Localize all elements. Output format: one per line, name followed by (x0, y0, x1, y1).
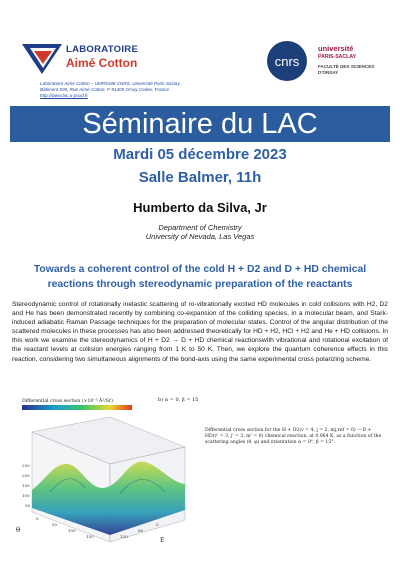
svg-text:0: 0 (36, 516, 39, 521)
lab-address (40, 81, 260, 99)
speaker-name: Humberto da Silva, Jr (133, 200, 267, 215)
cnrs-logo-icon (266, 40, 308, 82)
dcs-surface-plot (10, 392, 200, 552)
address-line-1: Laboratoire Aimé Cotton – UMR9188 CNRS, Université Paris-Saclay (40, 81, 180, 86)
colorbar (22, 405, 132, 410)
seminar-date: Mardi 05 décembre 2023 (113, 146, 287, 163)
svg-text:200: 200 (22, 473, 30, 478)
faculty-name: FACULTÉ DES SCIENCES D'ORSAY (318, 64, 375, 75)
svg-text:250: 250 (22, 463, 30, 468)
svg-text:150: 150 (86, 534, 94, 539)
svg-text:0: 0 (156, 522, 159, 527)
figure-caption: Differential cross section for the H + D2(v = 4, j = 2, mj,ref = 0) → D + HD(v' = 3, j' = 3, m' = 0) chemical reaction, at 0.064 K, as a function of the scattering angles (θ, φ) and orientation α = 0°, β = 15°. (205, 428, 382, 445)
talk-title: Towards a coherent control of the cold H + D2 and D + HD chemical reactions through stereodynamic preparation of the reactants (33, 264, 367, 290)
svg-text:100: 100 (68, 528, 76, 533)
x-axis-label: E (160, 537, 165, 544)
svg-text:150: 150 (22, 483, 30, 488)
svg-text:60: 60 (138, 528, 144, 533)
colorbar-label: Differential cross section (×10⁻³ Å²/Sr) (22, 399, 113, 404)
speaker-department: Department of Chemistry (158, 223, 242, 232)
univ-name-line1: université (318, 44, 354, 53)
panel-label: b) α = 0, β = 15 (158, 397, 199, 403)
svg-text:50: 50 (52, 522, 58, 527)
address-url[interactable]: http://www.lac.u-psud.fr (40, 93, 88, 98)
speaker-university: University of Nevada, Las Vegas (145, 232, 255, 241)
y-axis-label: θ (16, 526, 21, 534)
seminar-title: Séminaire du LAC (82, 108, 318, 140)
svg-text:120: 120 (120, 534, 128, 539)
univ-name-line2: PARIS-SACLAY (318, 54, 357, 60)
lab-name-line2: Aimé Cotton (66, 56, 138, 70)
svg-text:100: 100 (22, 493, 30, 498)
cnrs-text: cnrs (274, 54, 300, 69)
seminar-venue: Salle Balmer, 11h (138, 169, 262, 186)
abstract-text: Stereodynamic control of rotationally inelastic scattering of ro-vibrationally excited HD molecules in cold collisions with H2, D2 and He has been demonstrated recently by combining co-expansion of the colliding species, in a molecular beam, and Stark-induced adiabatic Raman Passage techniques for the preparation of molecular states. Control of the angular distribution of the scattered molecules in these processes has also been addressed theoretically for HD + H2, HCl + H2 and He + HD collisions. In this work we examine the stereodynamics of H + D2 → D + HD chemical reactionswith vibrational and rotational excitation of the reactant levels at collision energies ranging from 1 K to 50 K. Then, we explore the quantum coherence effects in this reaction, considering two simultaneous alignments of the bond-axis using the same experimental cross polarizing scheme. (12, 301, 388, 363)
address-line-2: Bâtiment 505, Rue Aimé Cotton, F-91405 Orsay Cedex, France (40, 87, 170, 92)
lab-name-line1: LABORATOIRE (66, 44, 139, 55)
svg-text:50: 50 (25, 503, 31, 508)
